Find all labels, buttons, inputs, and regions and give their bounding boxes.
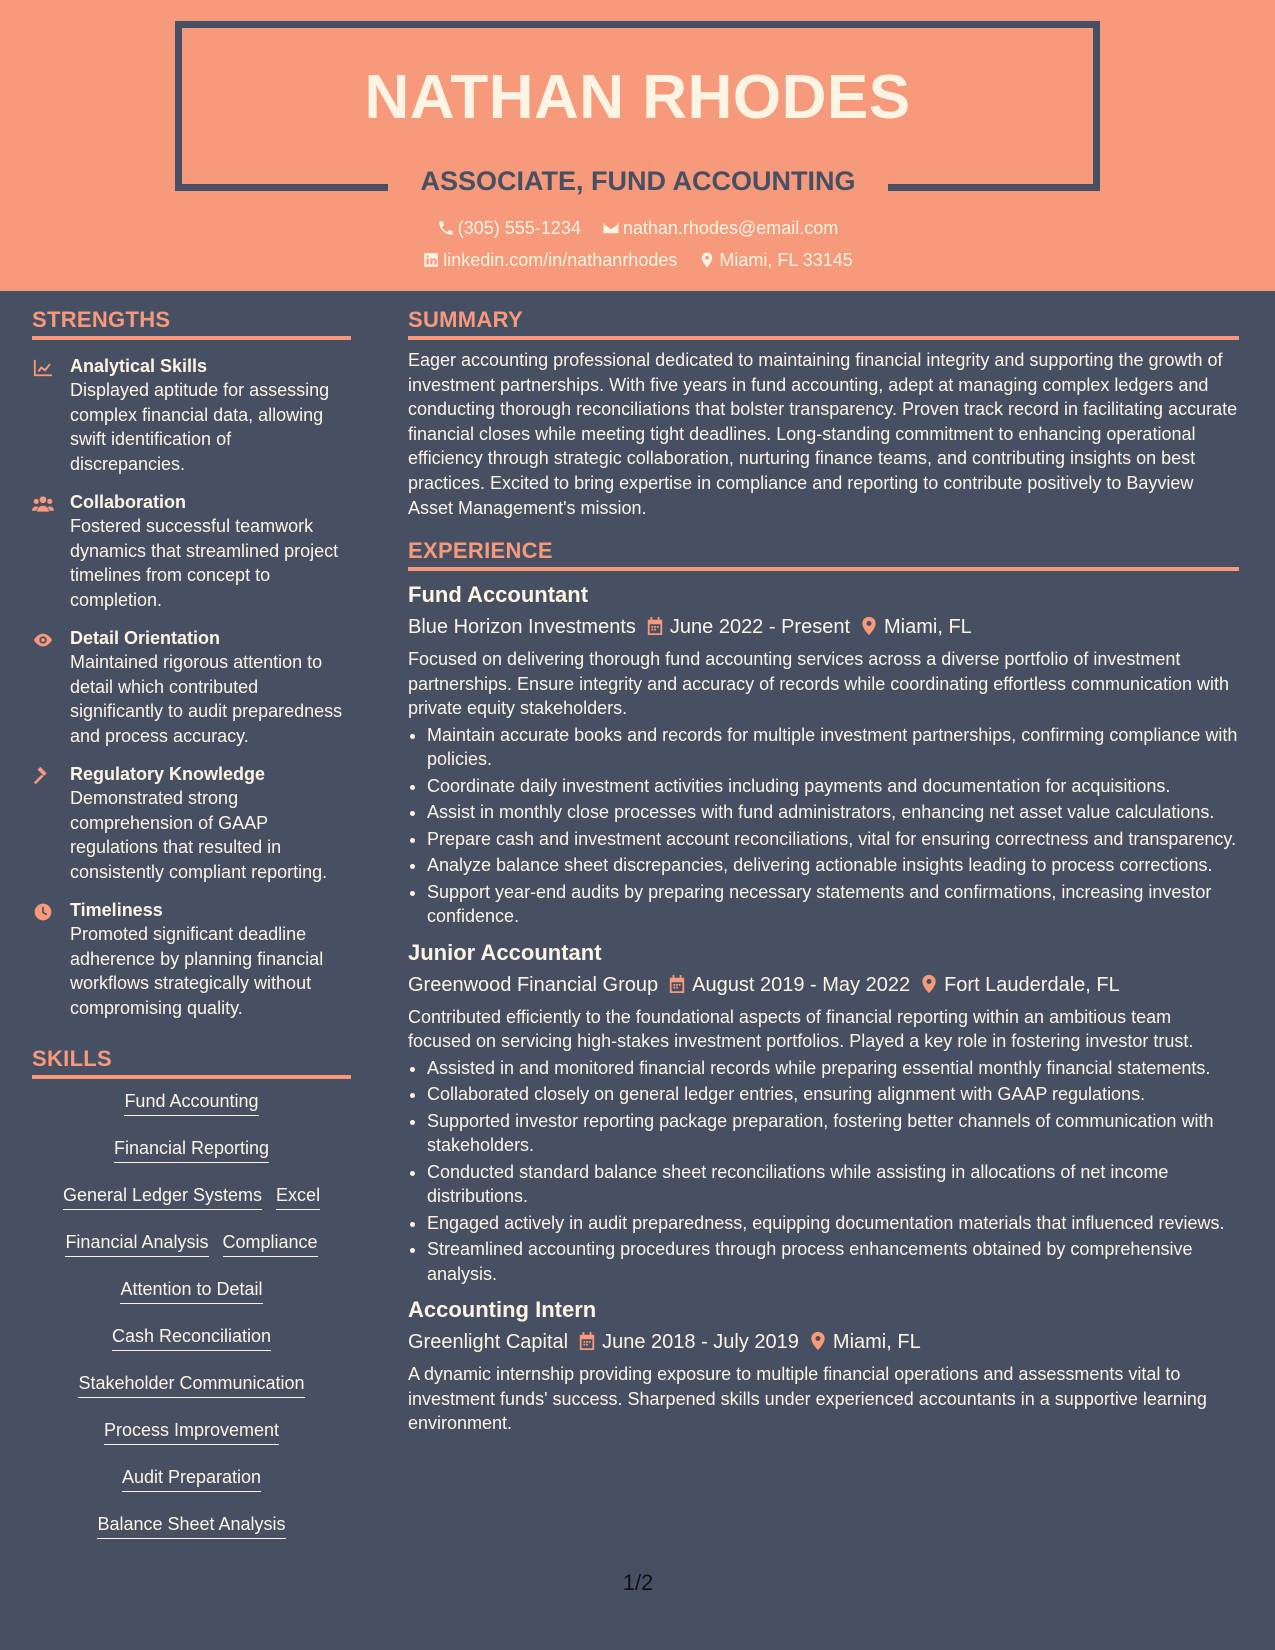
job-description: Contributed efficiently to the foundational aspects of financial reporting within an ambitious team focused on servicing high-stakes investment portfolios. Played a key role in fostering investor trust. (408, 1006, 1194, 1052)
linkedin-text[interactable]: linkedin.com/in/nathanrhodes (443, 250, 678, 270)
job-entry (408, 1296, 1239, 1436)
job-meta (408, 971, 1239, 999)
contact-row-1 (0, 218, 1275, 239)
strength-item (32, 354, 351, 476)
job-role: Junior Accountant (408, 939, 602, 965)
chart-line-icon (32, 354, 70, 476)
skill-line (32, 1465, 351, 1492)
experience-heading: EXPERIENCE (408, 538, 1239, 571)
phone-icon (437, 219, 455, 237)
skill-line (32, 1183, 351, 1210)
strength-item (32, 762, 351, 884)
strength-desc: Maintained rigorous attention to detail which contributed significantly to audit preparedness and process accuracy. (70, 652, 343, 746)
left-column (32, 291, 351, 1559)
skill-line (32, 1324, 351, 1351)
skill-line (32, 1418, 351, 1445)
strength-item (32, 626, 351, 748)
job-bullet: • Support year-end audits by preparing necessary statements and confirmations, increasing investor confidence. (427, 880, 1239, 929)
skills-list (32, 1089, 351, 1539)
map-pin-icon (809, 1331, 827, 1351)
strength-desc: Promoted significant deadline adherence by planning financial workflows strategically without compromising quality. (70, 924, 324, 1018)
job-bullet: • Assist in monthly close processes with fund administrators, enhancing net asset value calculations. (427, 800, 1239, 825)
job-location: Fort Lauderdale, FL (944, 973, 1120, 996)
job-location: Miami, FL (832, 1331, 921, 1354)
summary-text: Eager accounting professional dedicated to maintaining financial integrity and supporting the growth of investment partnerships. With five years in fund accounting, adept at managing complex ledgers and conducting thorough reconciliations that bolster transparency. Proven track record in facilitating accurate financial closes while meeting tight deadlines. Long-standing commitment to enhancing operational efficiency through strategic collaboration, nurturing finance teams, and contributing insights on best practices. Excited to bring expertise in compliance and reporting to contribute positively to Bayview Asset Management's mission. (408, 350, 1238, 518)
job-bullet: • Collaborated closely on general ledger entries, ensuring alignment with GAAP regulations. (427, 1082, 1239, 1107)
clock-icon (32, 898, 70, 1020)
job-location: Miami, FL (884, 616, 972, 639)
job-bullets (408, 1056, 1239, 1287)
skill-line (32, 1089, 351, 1116)
strength-desc: Demonstrated strong comprehension of GAAP regulations that resulted in consistently compliant reporting. (70, 788, 328, 882)
job-company: Greenlight Capital (408, 1331, 569, 1354)
skills-heading: SKILLS (32, 1046, 351, 1079)
page-number: 1/2 (622, 1570, 654, 1595)
strength-title: Analytical Skills (70, 356, 208, 376)
map-pin-icon (860, 616, 878, 636)
skill-line (32, 1136, 351, 1163)
skill-tag: Balance Sheet Analysis (97, 1512, 285, 1539)
skill-line (32, 1512, 351, 1539)
email-text[interactable]: nathan.rhodes@email.com (622, 218, 839, 238)
skill-tag: Process Improvement (104, 1418, 279, 1445)
job-bullets (408, 723, 1239, 929)
strength-desc: Displayed aptitude for assessing complex financial data, allowing swift identification of discrepancies. (70, 380, 330, 474)
skill-line (32, 1371, 351, 1398)
skill-tag: Attention to Detail (120, 1277, 262, 1304)
strength-title: Collaboration (70, 492, 186, 512)
candidate-name: NATHAN RHODES (364, 63, 911, 132)
job-description: A dynamic internship providing exposure to multiple financial operations and assessments vital to investment funds' success. Sharpened skills under experienced accountants in a supportive learning environment. (408, 1364, 1207, 1434)
right-column (408, 291, 1239, 1436)
envelope-icon (602, 219, 620, 237)
calendar-icon (668, 974, 686, 994)
job-role: Accounting Intern (408, 1297, 597, 1323)
contact-row-2 (0, 250, 1275, 271)
job-entry (408, 581, 1239, 929)
job-bullet: • Analyze balance sheet discrepancies, delivering actionable insights leading to process corrections. (427, 853, 1239, 878)
job-bullet: • Conducted standard balance sheet reconciliations while assisting in allocations of net income distributions. (427, 1160, 1239, 1209)
strengths-list (32, 354, 351, 1020)
eye-icon (32, 626, 70, 748)
skill-tag: Cash Reconciliation (112, 1324, 271, 1351)
strength-title: Timeliness (70, 900, 163, 920)
job-bullet: • Maintain accurate books and records for multiple investment partnerships, confirming compliance with policies. (427, 723, 1239, 772)
strength-desc: Fostered successful teamwork dynamics that streamlined project timelines from concept to completion. (70, 516, 339, 610)
skill-tag: Audit Preparation (122, 1465, 261, 1492)
summary-heading: SUMMARY (408, 307, 1239, 340)
job-dates: August 2019 - May 2022 (692, 973, 911, 996)
job-meta (408, 613, 1239, 641)
job-role: Fund Accountant (408, 582, 589, 608)
skill-tag: Compliance (223, 1230, 318, 1257)
job-dates: June 2022 - Present (669, 616, 851, 639)
job-bullet: • Coordinate daily investment activities including payments and documentation for acquisitions. (427, 774, 1239, 799)
job-dates: June 2018 - July 2019 (602, 1331, 799, 1354)
skill-line (32, 1277, 351, 1304)
job-bullet: • Prepare cash and investment account reconciliations, vital for ensuring correctness and transparency. (427, 827, 1239, 852)
email-contact[interactable] (602, 218, 838, 239)
phone-contact (437, 218, 581, 239)
linkedin-contact[interactable] (422, 250, 677, 271)
skill-tag: Fund Accounting (124, 1089, 258, 1116)
job-company: Greenwood Financial Group (408, 973, 659, 996)
skill-tag: Financial Reporting (114, 1136, 269, 1163)
strength-title: Regulatory Knowledge (70, 764, 266, 784)
strength-title: Detail Orientation (70, 628, 221, 648)
skill-line (32, 1230, 351, 1257)
job-company: Blue Horizon Investments (408, 616, 636, 639)
job-bullet: • Engaged actively in audit preparedness, equipping documentation materials that influenced reviews. (427, 1211, 1239, 1236)
job-title-heading: ASSOCIATE, FUND ACCOUNTING (420, 166, 856, 196)
job-entry (408, 939, 1239, 1287)
job-bullet: • Streamlined accounting procedures through process enhancements obtained by comprehensive analysis. (427, 1237, 1239, 1286)
phone-text: (305) 555-1234 (457, 218, 581, 238)
job-bullet: • Assisted in and monitored financial records while preparing essential monthly financial statements. (427, 1056, 1239, 1081)
job-description: Focused on delivering thorough fund accounting services across a diverse portfolio of investment partnerships. Ensure integrity and accuracy of records while coordinating effortless communication with private equity stakeholders. (408, 649, 1230, 719)
strength-item (32, 490, 351, 612)
skill-tag: Stakeholder Communication (78, 1371, 304, 1398)
resume-header (0, 0, 1275, 291)
map-pin-icon (920, 974, 938, 994)
location-text: Miami, FL 33145 (719, 250, 853, 270)
job-bullet: • Supported investor reporting package preparation, fostering better channels of communication with stakeholders. (427, 1109, 1239, 1158)
skill-tag: Excel (276, 1183, 320, 1210)
gavel-icon (32, 762, 70, 884)
job-meta (408, 1328, 1239, 1356)
skill-tag: General Ledger Systems (63, 1183, 262, 1210)
calendar-icon (578, 1331, 596, 1351)
location-contact (698, 250, 852, 271)
strength-item (32, 898, 351, 1020)
users-icon (32, 490, 70, 612)
jobs-list (408, 581, 1239, 1436)
map-pin-icon (698, 251, 716, 269)
calendar-icon (646, 616, 664, 636)
skill-tag: Financial Analysis (65, 1230, 208, 1257)
linkedin-icon (422, 251, 440, 269)
strengths-heading: STRENGTHS (32, 307, 351, 340)
